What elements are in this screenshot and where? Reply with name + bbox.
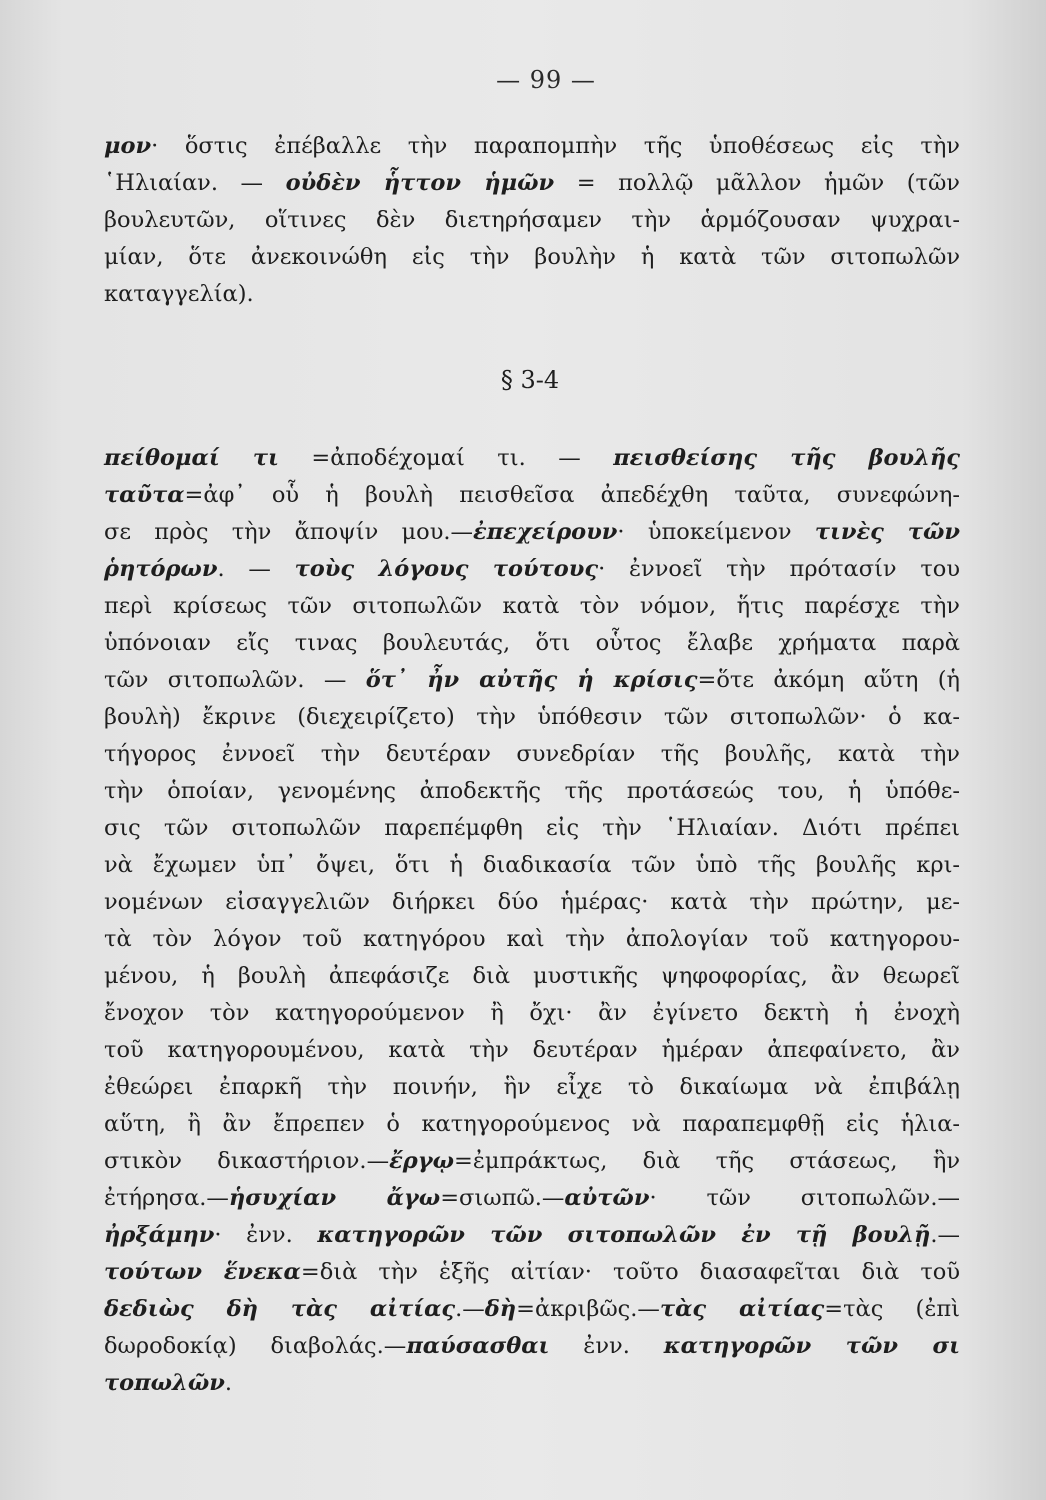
text-line [104,1069,960,1106]
gloss-text: =διὰ τὴν ἑξῆς αἰτίαν· τοῦτο διασαφεῖται διὰ τοῦ [300,1259,960,1285]
text-line [104,773,960,810]
gloss-text: ἔνοχον τὸν κατηγορούμενον ἢ ὄχι· ἂν ἐγίνετο δεκτὴ ἡ ἐνοχὴ [104,1000,960,1026]
gloss-text: μίαν, ὅτε ἀνεκοινώθη εἰς τὴν βουλὴν ἡ κατὰ τῶν σιτοπωλῶν [104,244,960,270]
gloss-text: νομένων εἰσαγγελιῶν διήρκει δύο ἡμέρας· κατὰ τὴν πρώτην, με- [104,889,960,915]
gloss-text: ὑπόνοιαν εἴς τινας βουλευτάς, ὅτι οὗτος ἔλαβε χρήματα παρὰ [104,630,960,656]
gloss-text: αὕτη, ἢ ἂν ἔπρεπεν ὁ κατηγορούμενος νὰ παραπεμφθῇ εἰς ἡλια- [104,1111,960,1137]
gloss-text: =ἐμπράκτως, διὰ τῆς στάσεως, ἣν [454,1148,961,1174]
text-line [104,551,960,588]
text-line [104,514,960,551]
commentary-paragraph [104,440,960,1402]
gloss-text: στικὸν δικαστήριον.— [104,1148,390,1174]
gloss-text: ῾Ηλιαίαν. — [104,170,286,196]
text-line [104,1180,960,1217]
text-line [104,1291,960,1328]
text-line [104,588,960,625]
gloss-text: · ἐνν. [214,1222,318,1248]
lemma-term: ἡσυχίαν ἄγω [228,1185,441,1211]
text-line [104,847,960,884]
page-number: — 99 — [496,66,596,94]
lemma-term: τούτων ἕνεκα [104,1259,301,1285]
text-line [104,276,960,313]
lemma-term: πείθομαί τι [104,445,279,471]
lemma-term: δὴ [484,1296,517,1322]
text-line [104,662,960,699]
text-line [104,202,960,239]
gloss-text: περὶ κρίσεως τῶν σιτοπωλῶν κατὰ τὸν νόμον, ἥτις παρέσχε τὴν [104,593,960,619]
text-line [104,1143,960,1180]
lemma-term: δεδιὼς δὴ τὰς αἰτίας [104,1296,456,1322]
gloss-text: μένου, ἡ βουλὴ ἀπεφάσιζε διὰ μυστικῆς ψηφοφορίας, ἂν θεωρεῖ [104,963,960,989]
lemma-term: τινὲς τῶν [814,519,960,545]
gloss-text: =τὰς (ἐπὶ [824,1296,960,1322]
gloss-text: καταγγελία). [104,281,254,307]
lemma-term: μον [104,133,152,159]
gloss-text: . [224,1370,233,1396]
text-line [104,921,960,958]
gloss-text: νὰ ἔχωμεν ὑπ᾽ ὄψει, ὅτι ἡ διαδικασία τῶν ὑπὸ τῆς βουλῆς κρι- [104,852,960,878]
gloss-text: τῶν σιτοπωλῶν. — [104,667,366,693]
lemma-term: ἠρξάμην [104,1222,215,1248]
text-line [104,995,960,1032]
lemma-term: τοπωλῶν [104,1370,225,1396]
lemma-term: πεισθείσης τῆς βουλῆς [613,445,960,471]
section-heading: § 3-4 [500,366,560,394]
gloss-text: ἐτήρησα.— [104,1185,229,1211]
text-line [104,1365,960,1402]
gloss-text: τὰ τὸν λόγον τοῦ κατηγόρου καὶ τὴν ἀπολογίαν τοῦ κατηγορου- [104,926,960,952]
lemma-term: τοὺς λόγους τούτους [294,556,599,582]
lemma-term: ὅτ᾽ ἦν αὐτῆς ἡ κρίσις [365,667,698,693]
lemma-term: κατηγορῶν τῶν σι [663,1333,961,1359]
text-line [104,239,960,276]
gloss-text: · ὑποκείμενον [617,519,815,545]
lemma-term: παύσασθαι [406,1333,550,1359]
text-line [104,958,960,995]
text-line [104,1217,960,1254]
gloss-text: σις τῶν σιτοπωλῶν παρεπέμφθη εἰς τὴν ῾Ηλιαίαν. Διότι πρέπει [104,815,960,841]
gloss-text: βουλευτῶν, οἵτινες δὲν διετηρήσαμεν τὴν ἁρμόζουσαν ψυχραι- [104,207,960,233]
top-paragraph [104,128,960,313]
text-line [104,810,960,847]
lemma-term: αὐτῶν [564,1185,650,1211]
gloss-text: τήγορος ἐννοεῖ τὴν δευτέραν συνεδρίαν τῆς βουλῆς, κατὰ τὴν [104,741,960,767]
gloss-text: ἐνν. [549,1333,664,1359]
text-line [104,625,960,662]
lemma-term: ἐπεχείρουν [473,519,618,545]
gloss-text: δωροδοκίᾳ) διαβολάς.— [104,1333,407,1359]
text-line [104,440,960,477]
gloss-text: τοῦ κατηγορουμένου, κατὰ τὴν δευτέραν ἡμέραν ἀπεφαίνετο, ἂν [104,1037,960,1063]
lemma-term: ἔργῳ [389,1148,454,1174]
gloss-text: .— [455,1296,485,1322]
lemma-term: οὐδὲν ἧττον ἡμῶν [285,170,555,196]
text-line [104,736,960,773]
gloss-text: σε πρὸς τὴν ἄποψίν μου.— [104,519,474,545]
gloss-text: · τῶν σιτοπωλῶν.— [649,1185,960,1211]
gloss-text: =ἀποδέχομαί τι. — [278,445,614,471]
text-line [104,699,960,736]
gloss-text: · ὅστις ἐπέβαλλε τὴν παραπομπὴν τῆς ὑποθέσεως εἰς τὴν [151,133,960,159]
gloss-text: =ἀφ᾽ οὗ ἡ βουλὴ πεισθεῖσα ἀπεδέχθη ταῦτα, συνεφώνη- [184,482,960,508]
gloss-text: .— [930,1222,961,1248]
lemma-term: ταῦτα [104,482,185,508]
text-line [104,165,960,202]
text-line [104,1032,960,1069]
text-line [104,1106,960,1143]
text-line [104,884,960,921]
gloss-text: βουλὴ) ἔκρινε (διεχειρίζετο) τὴν ὑπόθεσιν τῶν σιτοπωλῶν· ὁ κα- [104,704,960,730]
gloss-text: ἐθεώρει ἐπαρκῆ τὴν ποινήν, ἣν εἶχε τὸ δικαίωμα νὰ ἐπιβάλῃ [104,1074,960,1100]
text-line [104,1328,960,1365]
lemma-term: τὰς αἰτίας [659,1296,825,1322]
text-line [104,1254,960,1291]
gloss-text: =ὅτε ἀκόμη αὕτη (ἡ [697,667,960,693]
gloss-text: τὴν ὁποίαν, γενομένης ἀποδεκτῆς τῆς προτάσεώς του, ἡ ὑπόθε- [104,778,960,804]
text-line [104,128,960,165]
lemma-term: κατηγορῶν τῶν σιτοπωλῶν ἐν τῇ βουλῇ [317,1222,931,1248]
gloss-text: . — [217,556,295,582]
gloss-text: =ἀκριβῶς.— [516,1296,660,1322]
text-line [104,477,960,514]
gloss-text: =σιωπῶ.— [440,1185,565,1211]
gloss-text: = πολλῷ μᾶλλον ἡμῶν (τῶν [554,170,960,196]
gloss-text: · ἐννοεῖ τὴν πρότασίν του [598,556,960,582]
lemma-term: ῥητόρων [104,556,218,582]
